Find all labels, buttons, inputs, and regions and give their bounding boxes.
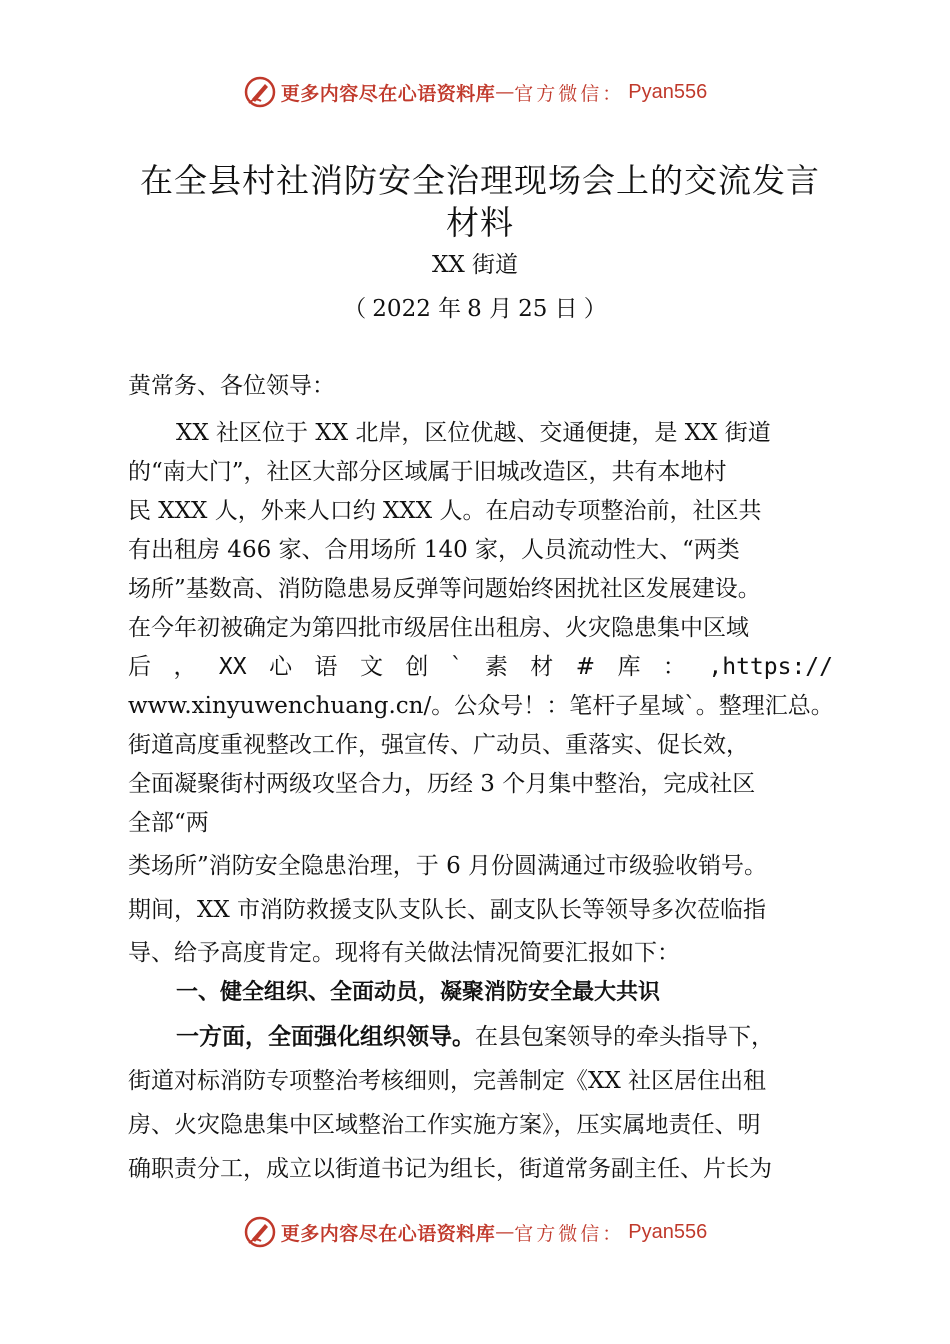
para2-line-3: 导、给予高度肯定。现将有关做法情况简要汇报如下：	[128, 940, 680, 966]
watermark-spread-line	[128, 652, 833, 682]
spread-char: 材	[530, 654, 554, 680]
banner-wechat-id: Pyan556	[628, 1220, 708, 1243]
spread-char: 素	[484, 654, 508, 680]
date-year: 2022 年	[372, 296, 462, 322]
banner-separator: —	[495, 81, 515, 103]
para1-line-4: 有出租房 466 家、合用场所 140 家，人员流动性大、“两类	[128, 537, 740, 563]
date-month: 8 月	[467, 296, 513, 322]
banner-main-text: 更多内容尽在心语资料库	[280, 82, 496, 105]
date-open-paren: （	[343, 296, 367, 322]
spread-char: 后	[128, 654, 151, 680]
header-banner	[0, 72, 950, 112]
para1-line-6: 在今年初被确定为第四批市级居住出租房、火灾隐患集中区域	[128, 615, 749, 641]
para3-line-4: 确职责分工，成立以街道书记为组长，街道常务副主任、片长为	[128, 1156, 772, 1182]
document-title	[110, 160, 850, 244]
banner-separator: —	[495, 1221, 515, 1243]
date-close-paren: ）	[583, 296, 607, 322]
spread-char: 创	[405, 654, 429, 680]
spread-char: ：	[662, 654, 686, 680]
brand-logo-icon	[243, 1215, 277, 1249]
spread-char: 心	[269, 654, 293, 680]
para3-line-1	[176, 1022, 858, 1052]
brand-logo-icon	[243, 75, 277, 109]
spread-char: 语	[314, 654, 338, 680]
spread-char: ,https://	[708, 654, 833, 680]
para1-line-1: XX 社区位于 XX 北岸，区位优越、交通便捷，是 XX 街道	[176, 420, 771, 446]
date-day: 25 日	[518, 296, 578, 322]
spread-char: ，	[173, 654, 197, 680]
para3-lead: 一方面，全面强化组织领导。	[176, 1024, 475, 1050]
para1-line-3: 民 XXX 人，外来人口约 XXX 人。在启动专项整治前，社区共	[128, 498, 762, 524]
spread-char: `	[450, 654, 463, 680]
spread-char: XX	[218, 654, 247, 680]
para1b-line-1: 街道高度重视整改工作，强宣传、广动员、重落实、促长效，	[128, 732, 749, 758]
para3-first: 在县包案领导的牵头指导下，	[475, 1024, 774, 1050]
para1b-line-2: 全面凝聚街村两级攻坚合力，历经 3 个月集中整治，完成社区	[128, 771, 756, 797]
section-heading-1: 一、健全组织、全面动员，凝聚消防安全最大共识	[176, 980, 661, 1005]
para3-line-3: 房、火灾隐患集中区域整治工作实施方案》，压实属地责任、明	[128, 1112, 761, 1138]
banner-wechat-id: Pyan556	[628, 80, 708, 103]
watermark-url-line: www.xinyuwenchuang.cn/。公众号！：笔杆子星域`。整理汇总。	[128, 693, 834, 719]
spread-char: 库	[617, 654, 641, 680]
banner-label: 官方微信：	[514, 82, 625, 105]
para1-line-5: 场所”基数高、消防隐患易反弹等问题始终困扰社区发展建设。	[128, 576, 761, 602]
para1-line-2: 的“南大门”，社区大部分区域属于旧城改造区，共有本地村	[128, 459, 727, 485]
spread-char: #	[575, 654, 596, 680]
banner-label: 官方微信：	[514, 1222, 625, 1245]
para1b-line-3: 全部“两	[128, 810, 209, 836]
salutation: 黄常务、各位领导：	[128, 373, 335, 399]
document-date	[0, 290, 950, 323]
title-line-1: 在全县村社消防安全治理现场会上的交流发言	[140, 161, 820, 200]
para2-line-1: 类场所”消防安全隐患治理，于 6 月份圆满通过市级验收销号。	[128, 853, 768, 879]
para2-line-2: 期间，XX 市消防救援支队支队长、副支队长等领导多次莅临指	[128, 897, 767, 923]
banner-main-text: 更多内容尽在心语资料库	[280, 1222, 496, 1245]
para3-line-2: 街道对标消防专项整治考核细则，完善制定《XX 社区居住出租	[128, 1068, 767, 1094]
spread-char: 文	[359, 654, 383, 680]
document-subtitle: XX 街道	[431, 252, 519, 278]
title-line-2: 材料	[446, 203, 514, 242]
footer-banner	[0, 1212, 950, 1252]
